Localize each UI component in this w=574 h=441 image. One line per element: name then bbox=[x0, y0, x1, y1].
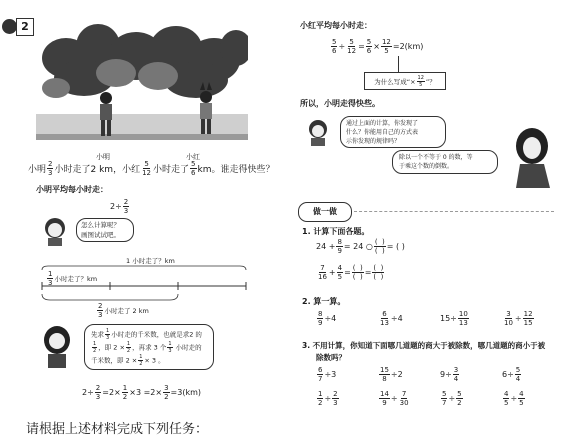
problem-text-d: 小时走了 bbox=[153, 165, 190, 175]
one-third-label bbox=[46, 270, 97, 287]
fraction bbox=[141, 160, 152, 177]
label-xiaohong: 小红 bbox=[186, 153, 200, 161]
why-text: 为什么写成“× bbox=[374, 77, 416, 86]
expr-prefix: 2÷ bbox=[110, 202, 122, 211]
discovery-bubble bbox=[340, 116, 446, 148]
fraction bbox=[47, 160, 53, 177]
one-third-text: 小时走了？km bbox=[54, 275, 98, 283]
why-tail: ”？ bbox=[425, 77, 436, 86]
fraction-numerator: 5 bbox=[191, 160, 196, 168]
q3-item: ÷ bbox=[448, 394, 456, 403]
divider bbox=[354, 211, 554, 212]
explanation-bubble: 先求 $\frac{1}{3}$ 小时走的千米数，也就是求2 的 $\frac{1}{2}$ ，即 2 × $\frac{1}{2}$ ，再求 3 个 $\frac{1}{3}$ 小时走的千米数，即 2 × $\frac{1}{2}$ × 3 。 bbox=[84, 324, 214, 370]
q2-item: ÷ bbox=[514, 314, 522, 323]
rule-bubble bbox=[392, 150, 498, 174]
q1b-end: = bbox=[364, 268, 372, 277]
fraction-numerator: 2 bbox=[123, 198, 129, 206]
fraction-denominator: 3 bbox=[123, 207, 129, 215]
q2-item: ÷4 bbox=[390, 314, 403, 323]
xiaohong-equation: $\frac{5}{6}$ ÷ $\frac{5}{12}$ = $\frac{5}{6}$ × $\frac{12}{5}$ =2(km) bbox=[332, 38, 424, 55]
final-tail-2: ×3 =2× bbox=[129, 388, 163, 397]
problem-text-c: 小红 bbox=[122, 165, 141, 175]
fraction-numerator: 2 bbox=[98, 302, 103, 310]
q1-row-b: $\frac{7}{16}$ + $\frac{4}{5}$ = $\frac{( )}{( )}$ = $\frac{( )}{( )}$ bbox=[318, 264, 384, 281]
problem-text-a: 小明 bbox=[28, 165, 47, 175]
q3-item: ÷3 bbox=[324, 370, 337, 379]
girl-avatar bbox=[40, 326, 74, 368]
xiaoming-final-equation: 2÷ $\frac{2}{3}$ =2× $\frac{1}{2}$ ×3 =2× $\frac{3}{2}$ =3(km) bbox=[82, 384, 202, 401]
one-hour-label: 1 小时走了？km bbox=[126, 257, 175, 265]
fraction-denominator: 6 bbox=[191, 169, 196, 177]
page-number-badge bbox=[2, 18, 34, 36]
problem-text-km1: 2 km， bbox=[90, 165, 123, 175]
q3-row-2: $\frac{1}{2}$ ÷ $\frac{2}{3}$ $\frac{14}{9}$ ÷ $\frac{7}{30}$ $\frac{5}{7}$ ÷ $\frac{5}{2}$ $\frac{4}{5}$ ÷ $\frac{4}{5}$ bbox=[318, 390, 524, 407]
page-number: 2 bbox=[16, 18, 34, 36]
question-2: 2. 算一算。 bbox=[302, 297, 346, 306]
explain-part: 小时走的千米数，也就是求2 bbox=[111, 330, 194, 339]
explain-part: × 3 。 bbox=[144, 356, 165, 365]
boy-small-avatar bbox=[304, 118, 332, 146]
explain-part: 的 bbox=[195, 330, 202, 339]
q1a-end: = ( ) bbox=[386, 242, 405, 251]
circle-icon bbox=[2, 19, 17, 34]
q3-item: ÷ bbox=[510, 394, 518, 403]
park-scene-image bbox=[36, 18, 248, 152]
q1a-text: 24 + bbox=[316, 242, 336, 251]
explain-part: ，即 2 × bbox=[98, 343, 125, 352]
scene-illustration bbox=[36, 18, 248, 161]
q1b-tail: = bbox=[344, 268, 351, 277]
final-prefix: 2÷ bbox=[82, 388, 94, 397]
conclusion-text: 所以，小明走得快些。 bbox=[300, 99, 380, 108]
fraction-denominator: 3 bbox=[48, 279, 53, 287]
speech-bubble-xiaoming bbox=[76, 218, 134, 242]
explain-part: 先求 bbox=[91, 330, 104, 339]
q1a-tail: = 24 ○ bbox=[343, 242, 373, 251]
xiaohong-eq-result: =2(km) bbox=[392, 42, 424, 51]
bubble-line: 怎么计算呢？ bbox=[81, 221, 120, 229]
q3-item: 6÷ bbox=[502, 370, 514, 379]
question-3: 3. 不用计算，你知道下面哪几道题的商大于被除数，哪几道题的商小于被 bbox=[302, 341, 546, 350]
xiaoming-expression bbox=[110, 198, 130, 215]
explain-part: ，再求 3 个 bbox=[132, 343, 167, 352]
teacher-avatar bbox=[510, 128, 556, 188]
footer-instruction: 请根据上述材料完成下列任务： bbox=[26, 422, 209, 437]
fraction-numerator: 2 bbox=[48, 160, 53, 168]
fraction bbox=[190, 160, 196, 177]
q3-item: 9÷ bbox=[440, 370, 452, 379]
xiaohong-heading: 小红平均每小时走： bbox=[300, 21, 372, 30]
question-1: 1. 计算下面各题。 bbox=[302, 227, 370, 236]
q3-item: ÷2 bbox=[390, 370, 403, 379]
why-box: 为什么写成“× $\frac{12}{5}$ ”？ bbox=[364, 72, 446, 90]
q2-item: 15÷ bbox=[440, 314, 457, 323]
problem-text-b: 小时走了 bbox=[54, 165, 91, 175]
fraction-numerator: 1 bbox=[48, 270, 53, 278]
q2-item: ÷4 bbox=[324, 314, 337, 323]
q3-item: ÷ bbox=[390, 394, 398, 403]
bubble-line: 画图试试吧。 bbox=[81, 231, 120, 239]
exercise-badge bbox=[298, 202, 352, 222]
two-thirds-text: 小时走了 2 km bbox=[104, 307, 149, 315]
q1-row-a: 24 + $\frac{8}{9}$ = 24 ○ $\frac{( )}{( )}$ = ( ) bbox=[316, 238, 405, 255]
bubble-line: 示你发现的规律吗？ bbox=[346, 138, 401, 145]
bubble-line: 通过上面的计算，你发现了 bbox=[346, 120, 419, 127]
two-thirds-label bbox=[96, 302, 149, 319]
exercise-badge-text: 做一做 bbox=[313, 207, 337, 216]
final-tail-3: =3(km) bbox=[170, 388, 202, 397]
q1b-text: + bbox=[328, 268, 336, 277]
connector-line bbox=[398, 56, 399, 72]
explain-part: 小时走的千米数，即 2 × bbox=[91, 343, 202, 365]
final-tail: =2× bbox=[102, 388, 121, 397]
q3-row-1: $\frac{6}{7}$ ÷3 $\frac{15}{8}$ ÷2 9÷ $\frac{3}{4}$ 6÷ $\frac{5}{4}$ bbox=[318, 366, 521, 383]
problem-text-km2: km。谁走得快些？ bbox=[197, 165, 275, 175]
xiaoming-heading: 小明平均每小时走： bbox=[36, 185, 108, 194]
problem-statement bbox=[28, 160, 274, 177]
q3-item: ÷ bbox=[324, 394, 332, 403]
fraction-denominator: 12 bbox=[142, 169, 152, 177]
bubble-line: 于乘这个数的倒数。 bbox=[399, 163, 454, 170]
bubble-line: 什么？你能用自己的方式表 bbox=[346, 129, 419, 136]
fraction-denominator: 3 bbox=[48, 169, 53, 177]
question-3-cont: 除数吗？ bbox=[316, 353, 346, 362]
q2-row: $\frac{8}{9}$ ÷4 $\frac{6}{13}$ ÷4 15÷ $\frac{10}{13}$ $\frac{3}{10}$ ÷ $\frac{12}{15}$ bbox=[318, 310, 533, 327]
label-xiaoming: 小明 bbox=[96, 153, 110, 161]
fraction-denominator: 3 bbox=[98, 311, 103, 319]
boy-avatar bbox=[40, 216, 70, 246]
bubble-line: 除以一个不等于 0 的数，等 bbox=[399, 154, 473, 161]
fraction-numerator: 5 bbox=[144, 160, 149, 168]
